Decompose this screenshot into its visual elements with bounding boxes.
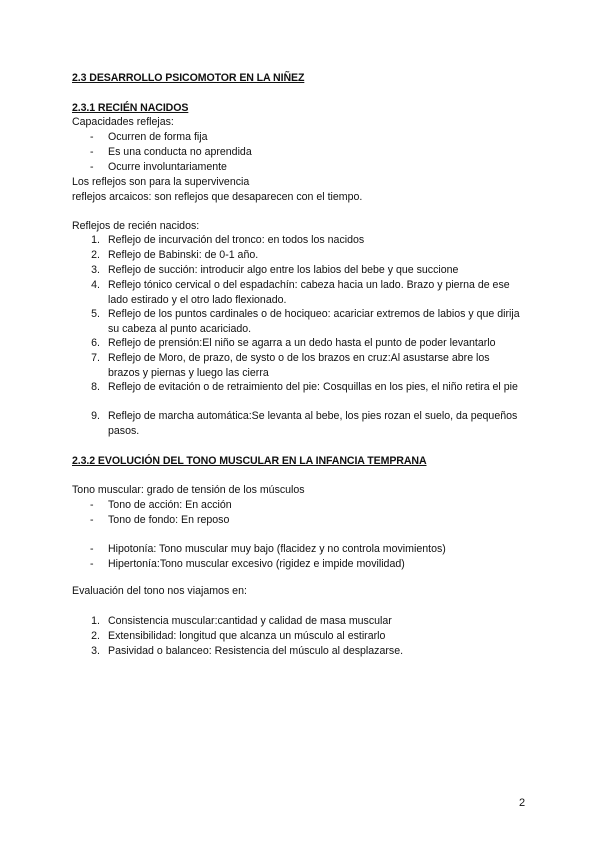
bullet-dash: -: [90, 558, 94, 570]
muscle-tone-definition: Tono muscular: grado de tensión de los músculos: [72, 484, 305, 496]
reflex-capacities-intro: Capacidades reflejas:: [72, 116, 174, 128]
list-item: 5. Reflejo de los puntos cardinales o de hociqueo: acariciar extremos de labios y que dirija su cabeza al punto acariciado.: [91, 308, 520, 335]
list-item: 1. Consistencia muscular:cantidad y calidad de masa muscular: [91, 615, 392, 627]
list-item: - Ocurre involuntariamente: [90, 161, 227, 173]
list-item: 7. Reflejo de Moro, de prazo, de systo o de los brazos en cruz:Al asustarse abre los brazos y piernas y luego las cierra: [91, 352, 490, 379]
tone-evaluation-intro: Evaluación del tono nos viajamos en:: [72, 585, 247, 597]
list-item: 9. Reflejo de marcha automática:Se levanta al bebe, los pies rozan el suelo, da pequeños pasos.: [91, 410, 518, 437]
list-item: 4. Reflejo tónico cervical o del espadachín: cabeza hacia un lado. Brazo y pierna de ese lado estirado y el otro lado flexionado.: [91, 279, 510, 306]
list-item: 1. Reflejo de incurvación del tronco: en todos los nacidos: [91, 234, 365, 246]
subsection-title-muscle-tone: 2.3.2 EVOLUCIÓN DEL TONO MUSCULAR EN LA INFANCIA TEMPRANA: [72, 455, 427, 467]
list-item: - Tono de acción: En acción: [90, 499, 232, 511]
newborn-reflexes-intro: Reflejos de recién nacidos:: [72, 220, 200, 232]
paragraph-archaic-reflexes: reflejos arcaicos: son reflejos que desaparecen con el tiempo.: [72, 191, 363, 203]
list-item: - Tono de fondo: En reposo: [90, 514, 230, 526]
list-item: 3. Pasividad o balanceo: Resistencia del músculo al desplazarse.: [91, 645, 404, 657]
list-item: 2. Extensibilidad: longitud que alcanza un músculo al estirarlo: [91, 630, 386, 642]
list-item: - Es una conducta no aprendida: [90, 146, 252, 158]
bullet-dash: -: [90, 543, 94, 555]
bullet-dash: -: [90, 499, 94, 511]
list-item: 2. Reflejo de Babinski: de 0-1 año.: [91, 249, 259, 261]
bullet-dash: -: [90, 161, 94, 173]
section-title: 2.3 DESARROLLO PSICOMOTOR EN LA NIÑEZ: [72, 72, 305, 84]
subsection-title-newborns: 2.3.1 RECIÉN NACIDOS: [72, 102, 189, 114]
paragraph-survival: Los reflejos son para la supervivencia: [72, 176, 250, 188]
list-item: - Ocurren de forma fija: [90, 131, 208, 143]
page-number: 2: [519, 797, 526, 809]
bullet-dash: -: [90, 514, 94, 526]
list-item: 8. Reflejo de evitación o de retraimiento del pie: Cosquillas en los pies, el niño retira el pie: [91, 381, 518, 393]
list-item: 6. Reflejo de prensión:El niño se agarra a un dedo hasta el punto de poder levantarlo: [91, 337, 496, 349]
list-item: - Hipertonía:Tono muscular excesivo (rigidez e impide movilidad): [90, 558, 405, 570]
list-item: 3. Reflejo de succión: introducir algo entre los labios del bebe y que succione: [91, 264, 459, 276]
bullet-dash: -: [90, 131, 94, 143]
list-item: - Hipotonía: Tono muscular muy bajo (flacidez y no controla movimientos): [90, 543, 446, 555]
bullet-dash: -: [90, 146, 94, 158]
